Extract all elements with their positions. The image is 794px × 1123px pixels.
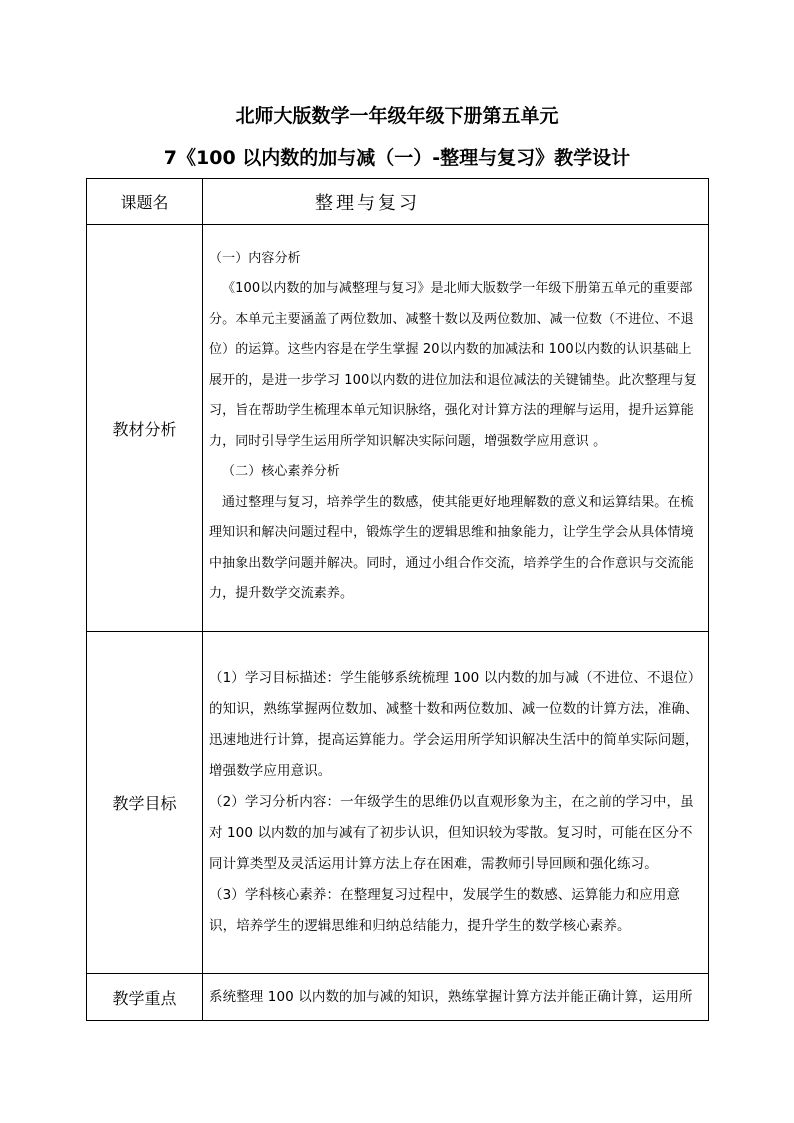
goal-item-1: （1）学习目标描述：学生能够系统梳理 100 以内数的加与减（不进位、不退位）的知识，熟练掌握两位数加、减整十数和两位数加、减一位数的计算方法，准确、迅速地进行计算，提高运算能力。学会运用所学知识解决生活中的简单实际问题，增强数学应用意识。: [209, 670, 702, 779]
goal-item-2: （2）学习分析内容：一年级学生的思维仍以直观形象为主，在之前的学习中，虽对 100 以内数的加与减有了初步认识，但知识较为零散。复习时，可能在区分不同计算类型及灵活运用计算方法上存在困难，需教师引导回顾和强化练习。: [209, 794, 694, 872]
topic-label: 课题名: [87, 179, 203, 225]
core-literacy-paragraph: 通过整理与复习，培养学生的数感，使其能更好地理解数的意义和运算结果。在梳理知识和解决问题过程中，锻炼学生的逻辑思维和抽象能力，让学生学会从具体情境中抽象出数学问题并解决。同时，通过小组合作交流，培养学生的合作意识与交流能力，提升数学交流素养。: [209, 494, 694, 601]
key-points-content: 系统整理 100 以内数的加与减的知识，熟练掌握计算方法并能正确计算，运用所: [203, 974, 709, 1021]
teaching-goals-content: [203, 632, 709, 974]
document-subtitle: 7《100 以内数的加与减（一）-整理与复习》教学设计: [163, 147, 631, 169]
core-literacy-heading: （二）核心素养分析: [222, 464, 340, 479]
material-analysis-content: [203, 225, 709, 632]
goal-item-3: （3）学科核心素养：在整理复习过程中，发展学生的数感、运算能力和应用意识，培养学生的逻辑思维和归纳总结能力，提升学生的数学核心素养。: [209, 887, 681, 934]
document-title: 北师大版数学一年级年级下册第五单元: [235, 105, 559, 127]
table-row-teaching-goals: [87, 632, 709, 974]
lesson-design-table: [86, 178, 709, 1021]
table-row-topic: [87, 179, 709, 225]
key-points-label: 教学重点: [87, 974, 203, 1021]
teaching-goals-label: 教学目标: [87, 632, 203, 974]
table-row-key-points: [87, 974, 709, 1021]
content-analysis-paragraph: 《100以内数的加与减整理与复习》是北师大版数学一年级下册第五单元的重要部分。本单元主要涵盖了两位数加、减整十数以及两位数加、减一位数（不进位、不退位）的运算。这些内容是在学生掌握 20以内数的加减法和 100以内数的认识基础上展开的，是进一步学习 100以内数的进位加法和退位减法的关键铺垫。此次整理与复习，旨在帮助学生梳理本单元知识脉络，强化对计算方法的理解与运用，提升运算能力，同时引导学生运用所学知识解决实际问题，增强数学应用意识 。: [209, 281, 697, 449]
content-analysis-heading: （一）内容分析: [209, 250, 301, 266]
material-analysis-label: 教材分析: [87, 225, 203, 632]
topic-value: 整理与复习: [203, 179, 709, 225]
table-row-material-analysis: [87, 225, 709, 632]
